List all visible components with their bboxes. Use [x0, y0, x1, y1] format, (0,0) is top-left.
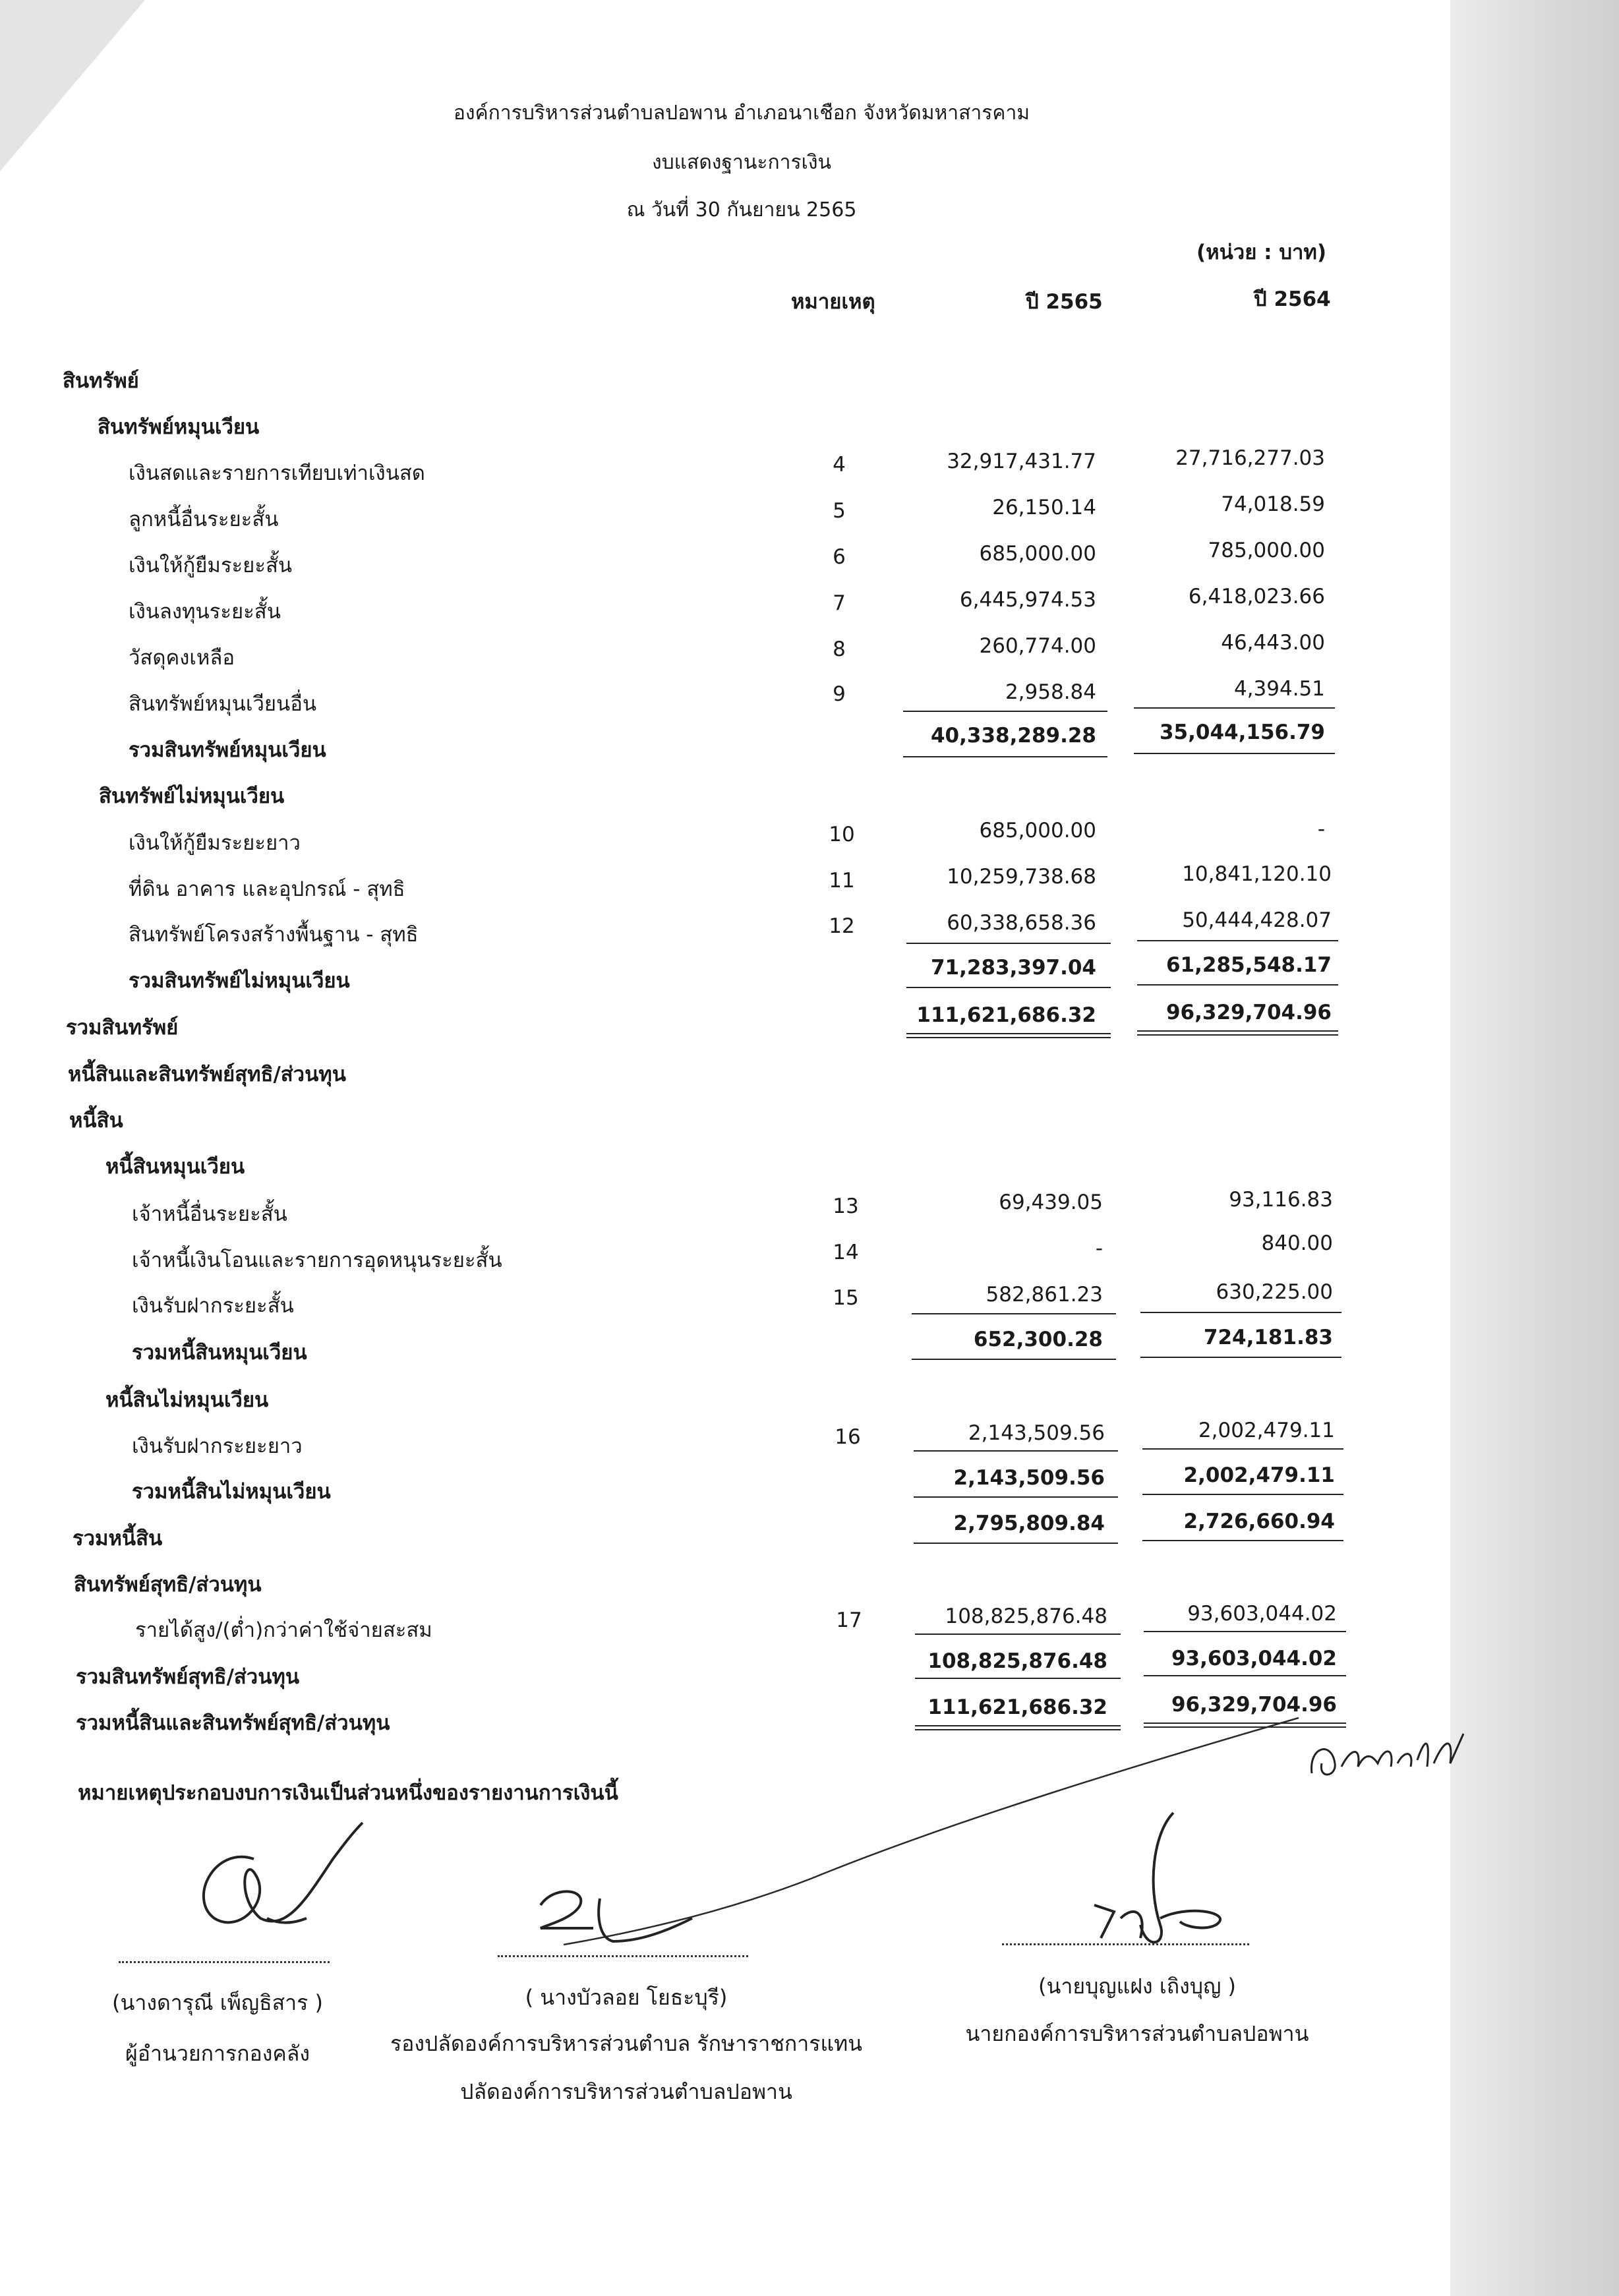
subtotal-rule [914, 1450, 1118, 1452]
subtotal-rule [1144, 1675, 1346, 1676]
row-value-2564: 630,225.00 [1216, 1280, 1333, 1304]
row-value-2564: 2,002,479.11 [1198, 1419, 1335, 1442]
subtotal-rule [912, 1313, 1116, 1314]
row-value-2564: 4,394.51 [1233, 677, 1325, 701]
subtotal-rule [1142, 1540, 1343, 1541]
row-note: 8 [833, 637, 846, 661]
col-2565-header: ปี 2565 [1026, 290, 1103, 314]
row-label: ที่ดิน อาคาร และอุปกรณ์ - สุทธิ [129, 877, 405, 901]
row-label: เงินให้กู้ยืมระยะยาว [129, 831, 301, 855]
subtotal-rule [903, 756, 1107, 757]
subtotal-rule [1142, 1494, 1343, 1495]
row-value-2565: 60,338,658.36 [947, 911, 1096, 935]
row-note: 4 [833, 453, 846, 477]
subtotal-rule [915, 1634, 1121, 1635]
subtotal-rule [1134, 753, 1335, 754]
subtotal-rule [1140, 1312, 1341, 1313]
subtotal-rule [1140, 1357, 1341, 1358]
row-value-2564: 10,841,120.10 [1182, 862, 1332, 886]
noncurrent-liab-heading: หนี้สินไม่หมุนเวียน [105, 1388, 269, 1412]
signer-1-title: ผู้อำนวยการกองคลัง [125, 2041, 310, 2066]
total-value-2565: 2,795,809.84 [953, 1512, 1105, 1535]
statement-date: ณ วันที่ 30 กันยายน 2565 [626, 198, 857, 221]
row-value-2565: 260,774.00 [979, 634, 1096, 658]
row-note: 10 [829, 823, 855, 846]
row-label: เจ้าหนี้อื่นระยะสั้น [132, 1202, 287, 1226]
total-value-2565: 108,825,876.48 [927, 1649, 1107, 1673]
total-value-2565: 2,143,509.56 [953, 1466, 1105, 1490]
signer-2-title: รองปลัดองค์การบริหารส่วนตำบล รักษาราชการแทน [390, 2031, 863, 2056]
row-label: เงินรับฝากระยะยาว [132, 1434, 303, 1458]
total-label: รวมสินทรัพย์ไม่หมุนเวียน [129, 969, 350, 993]
total-value-2564: 96,329,704.96 [1165, 1001, 1332, 1024]
signer-3-title: นายกองค์การบริหารส่วนตำบลปอพาน [965, 2021, 1309, 2046]
total-value-2564: 35,044,156.79 [1159, 721, 1325, 744]
equity-heading: สินทรัพย์สุทธิ/ส่วนทุน [74, 1573, 262, 1597]
scan-shadow [1450, 0, 1619, 2296]
row-value-2564: 93,603,044.02 [1187, 1602, 1337, 1626]
row-label: รายได้สูง/(ต่ำ)กว่าค่าใช้จ่ายสะสม [135, 1618, 432, 1642]
org-name: องค์การบริหารส่วนตำบลปอพาน อำเภอนาเชือก จังหวัดมหาสารคาม [453, 102, 1030, 125]
signature-2 [527, 1879, 738, 1958]
subtotal-rule [914, 1496, 1118, 1498]
subtotal-rule [915, 1678, 1121, 1679]
row-label: เจ้าหนี้เงินโอนและรายการอุดหนุนระยะสั้น [132, 1249, 502, 1272]
signer-2-title-2: ปลัดองค์การบริหารส่วนตำบลปอพาน [460, 2079, 792, 2104]
row-value-2565: 69,439.05 [999, 1191, 1103, 1214]
col-2564-header: ปี 2564 [1254, 287, 1331, 311]
row-value-2564: 50,444,428.07 [1182, 908, 1332, 932]
subtotal-rule [906, 943, 1111, 944]
row-value-2565: 685,000.00 [979, 819, 1096, 842]
subtotal-rule [1137, 984, 1338, 986]
row-label: สินทรัพย์โครงสร้างพื้นฐาน - สุทธิ [129, 923, 419, 947]
total-value-2564: 61,285,548.17 [1165, 953, 1332, 977]
total-value-2565: 40,338,289.28 [930, 724, 1096, 748]
statement-title: งบแสดงฐานะการเงิน [651, 151, 832, 174]
row-value-2565: - [1095, 1237, 1103, 1260]
subtotal-rule [912, 1359, 1116, 1360]
folded-corner [0, 0, 145, 171]
signature-line-2 [498, 1955, 748, 1957]
row-value-2564: 46,443.00 [1221, 631, 1325, 655]
signature-line-3 [1002, 1943, 1249, 1945]
signature-3 [1055, 1806, 1272, 1958]
row-value-2565: 2,143,509.56 [968, 1421, 1105, 1445]
row-label: สินทรัพย์หมุนเวียนอื่น [129, 692, 317, 716]
row-value-2564: - [1317, 817, 1325, 841]
liab-heading: หนี้สิน [69, 1109, 123, 1133]
total-label: รวมหนี้สินและสินทรัพย์สุทธิ/ส่วนทุน [76, 1711, 390, 1735]
row-value-2565: 26,150.14 [992, 496, 1096, 519]
row-value-2565: 685,000.00 [979, 542, 1096, 566]
total-value-2565: 71,283,397.04 [930, 956, 1096, 980]
row-note: 12 [829, 914, 855, 938]
total-label: รวมสินทรัพย์หมุนเวียน [129, 738, 326, 762]
unit-label: (หน่วย : บาท) [1196, 241, 1327, 264]
subtotal-rule [1144, 1631, 1346, 1632]
row-label: เงินให้กู้ยืมระยะสั้น [129, 554, 293, 577]
current-assets-heading: สินทรัพย์หมุนเวียน [98, 415, 260, 439]
total-value-2564: 93,603,044.02 [1171, 1647, 1337, 1670]
signer-2-name: ( นางบัวลอย โยธะบุรี) [525, 1985, 728, 2010]
total-label: รวมหนี้สินหมุนเวียน [132, 1341, 307, 1365]
total-value-2565: 111,621,686.32 [927, 1695, 1107, 1719]
row-label: วัสดุคงเหลือ [129, 646, 235, 670]
total-value-2564: 724,181.83 [1203, 1326, 1333, 1349]
row-label: เงินลงทุนระยะสั้น [129, 600, 281, 624]
row-value-2564: 785,000.00 [1208, 539, 1325, 562]
row-value-2565: 108,825,876.48 [945, 1604, 1107, 1628]
subtotal-rule [903, 711, 1107, 712]
footnote: หมายเหตุประกอบงบการเงินเป็นส่วนหนึ่งของรายงานการเงินนี้ [78, 1781, 618, 1805]
row-value-2565: 6,445,974.53 [959, 588, 1096, 612]
assets-heading: สินทรัพย์ [63, 369, 139, 393]
subtotal-rule [914, 1543, 1118, 1544]
noncurrent-assets-heading: สินทรัพย์ไม่หมุนเวียน [99, 784, 285, 808]
total-label: รวมหนี้สินไม่หมุนเวียน [132, 1480, 331, 1504]
row-note: 7 [833, 591, 846, 615]
row-value-2565: 582,861.23 [986, 1283, 1103, 1307]
row-value-2565: 2,958.84 [1005, 680, 1096, 704]
total-value-2564: 2,002,479.11 [1183, 1463, 1335, 1487]
row-value-2564: 27,716,277.03 [1175, 446, 1325, 470]
subtotal-rule [1134, 707, 1335, 709]
liab-equity-heading: หนี้สินและสินทรัพย์สุทธิ/ส่วนทุน [68, 1063, 346, 1086]
total-value-2564: 96,329,704.96 [1171, 1693, 1337, 1717]
col-note-header: หมายเหตุ [791, 290, 875, 314]
signature-1 [175, 1819, 366, 1951]
total-value-2564: 2,726,660.94 [1183, 1510, 1335, 1533]
row-note: 11 [829, 869, 855, 893]
double-rule [906, 1033, 1111, 1038]
row-label: ลูกหนี้อื่นระยะสั้น [129, 508, 279, 531]
row-value-2565: 32,917,431.77 [947, 450, 1096, 473]
total-label: รวมสินทรัพย์ [66, 1016, 179, 1040]
total-value-2565: 652,300.28 [973, 1328, 1103, 1351]
subtotal-rule [1142, 1448, 1343, 1450]
signature-line-1 [119, 1961, 330, 1963]
row-note: 5 [833, 499, 846, 523]
row-label: เงินสดและรายการเทียบเท่าเงินสด [129, 461, 425, 485]
initials-signature [1305, 1727, 1483, 1786]
row-note: 14 [833, 1241, 859, 1264]
row-value-2564: 74,018.59 [1221, 492, 1325, 516]
row-value-2565: 10,259,738.68 [947, 865, 1096, 889]
row-value-2564: 93,116.83 [1229, 1188, 1333, 1212]
row-note: 6 [833, 545, 846, 569]
row-value-2564: 840.00 [1261, 1231, 1333, 1255]
total-value-2565: 111,621,686.32 [916, 1003, 1096, 1027]
row-note: 17 [836, 1608, 862, 1632]
total-label: รวมหนี้สิน [73, 1527, 163, 1550]
row-note: 9 [833, 682, 846, 706]
total-label: รวมสินทรัพย์สุทธิ/ส่วนทุน [76, 1665, 300, 1689]
double-rule [1137, 1030, 1338, 1036]
row-value-2564: 6,418,023.66 [1188, 585, 1325, 608]
row-note: 13 [833, 1194, 859, 1218]
current-liab-heading: หนี้สินหมุนเวียน [105, 1155, 245, 1179]
subtotal-rule [1137, 940, 1338, 941]
signer-1-name: (นางดารุณี เพ็ญธิสาร ) [112, 1990, 323, 2015]
row-label: เงินรับฝากระยะสั้น [132, 1294, 294, 1318]
row-note: 16 [835, 1425, 861, 1449]
signer-3-name: (นายบุญแฝง เถิงบุญ ) [1038, 1974, 1236, 1999]
row-note: 15 [833, 1286, 859, 1310]
subtotal-rule [906, 987, 1111, 988]
